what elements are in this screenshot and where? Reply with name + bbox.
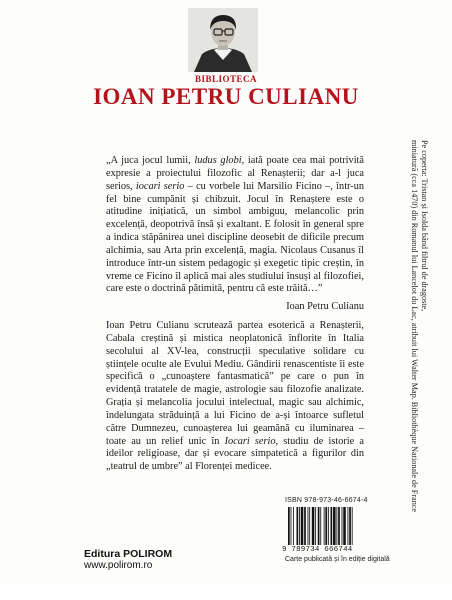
publisher-website: www.polirom.ro [84,560,153,571]
barcode [287,507,377,545]
isbn: ISBN 978-973-46-6674-4 [285,497,368,504]
author-title: IOAN PETRU CULIANU [93,84,359,109]
quote-text: , iată poate cea mai potrivită expresie a proiectului filozofic al Renașterii; dar a-l juca serios, [106,155,364,192]
quote-italic-phrase: ludus globi [194,155,242,166]
barcode-number: 9 789734 666744 [282,546,353,554]
book-title-italic: Iocari serio [224,435,276,447]
credit-line-1: Pe coperta: Tristan și Isolda bând filtrul de dragoste, [420,140,429,312]
quote-text: – cu vorbele lui Marsilio Ficino –, într-un fel bine cumpănit și chibzuit. Jocul în Renaștere este o atitudine inițiatică, un simbol ambiguu, melancolic prin excelență, deopotrivă însă și exaltant. E folosit în general spre a indica stăpânirea unei discipline deosebit de dificile precum alchimia, sau Arta prin excelență, magia. Nicolaus Cusanus îl introduce într-un sistem pedagogic și exegetic tipic creștin, în vreme ce Ficino îl aplică mai ales studiului însuși al filozofiei, care este o doctrină pătimită, pentru că este trăită…” [106,180,365,295]
description-text: Ioan Petru Culianu scrutează partea esoterică a Renașterii, Cabala creștină și mistica neoplatonică înflorite în Italia secolului al XV-lea, construcții speculative solidare cu științele oculte ale Evului Mediu. Gândirii renascentiste îi este specifică o „cunoaștere fantasmatică” pe care o pun în evidență tratatele de magie, astrologie sau filozofie analizate. Grația și melancolia jocului intelectual, magic sau alchimic, îndelungata străduință a lui Ficino de a-și întoarce sufletul către Dumnezeu, cunoașterea lui geamănă cu iluminarea – toate au un relief unic în [106,320,364,447]
series-label: BIBLIOTECA [194,74,258,84]
digital-edition-note: Carte publicată și în ediție digitală [285,556,390,563]
description-text: , studiu de istorie a ideilor religioase, dar și evocare simpatetică a figurilor din „teatrul de umbre” al Florenței medicee. [106,435,364,473]
quote-attribution: Ioan Petru Culianu [286,301,364,313]
quote-italic-phrase: iocari serio [135,180,185,192]
cover-image-credit [407,140,429,600]
author-portrait [188,8,258,72]
quote-text: „A juca jocul lumii, [106,155,195,166]
quote-block [106,155,364,314]
book-description [106,320,364,474]
publisher-name: Editura POLIROM [84,548,173,560]
credit-line-2: miniatură (cca 1470) din Romanul lui Lancelot du Lac, atribuit lui Walter Map. Bibliothèque Nationale de France [410,140,419,513]
